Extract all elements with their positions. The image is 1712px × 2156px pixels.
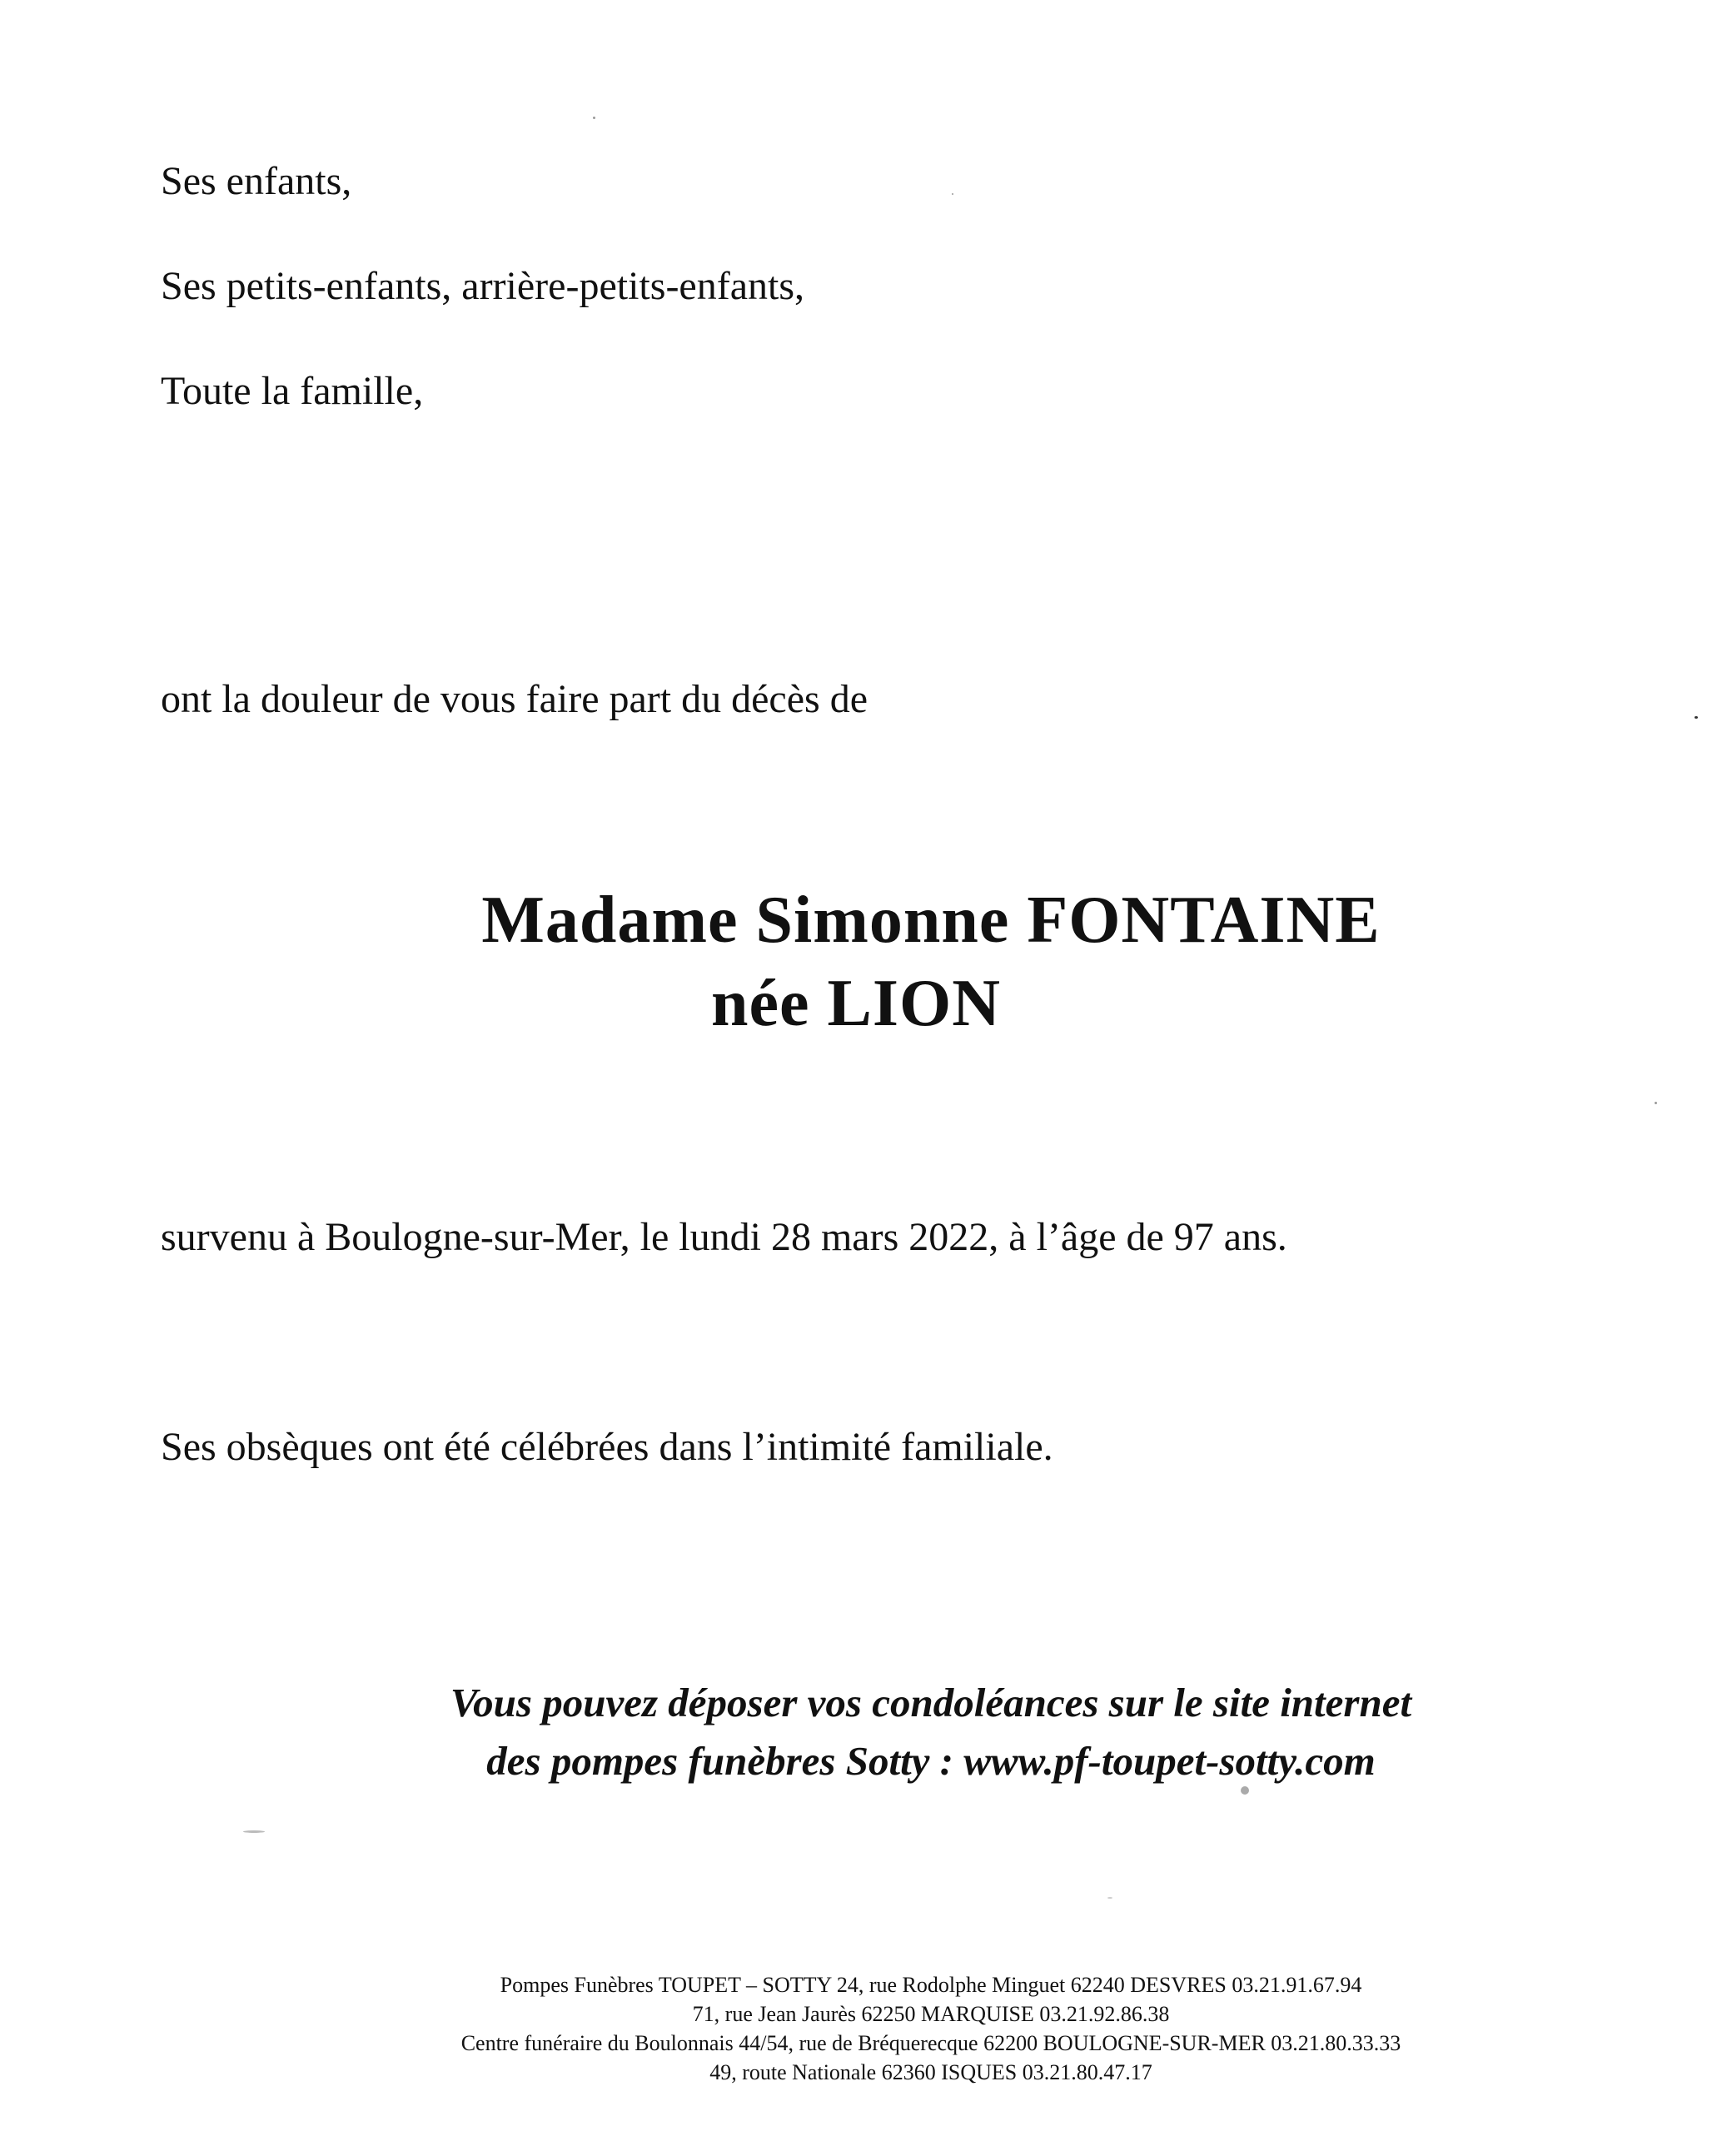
scan-speck: [593, 117, 595, 119]
condolence-line-2: des pompes funèbres Sotty : www.pf-toupet-sotty.com: [486, 1738, 1376, 1784]
footer-line-isques: 49, route Nationale 62360 ISQUES 03.21.80.47.17: [709, 2060, 1152, 2084]
scan-speck: [1241, 1786, 1249, 1795]
scan-speck: [1655, 1102, 1657, 1104]
family-line-grandchildren: Ses petits-enfants, arrière-petits-enfants,: [161, 264, 805, 308]
family-line-whole-family: Toute la famille,: [161, 369, 424, 413]
maiden-name: née LION: [711, 967, 1001, 1040]
scan-speck: [1695, 716, 1698, 719]
funeral-info: Ses obsèques ont été célébrées dans l’intimité familiale.: [161, 1425, 1053, 1469]
scan-speck: [1107, 1897, 1112, 1899]
death-details: survenu à Boulogne-sur-Mer, le lundi 28 mars 2022, à l’âge de 97 ans.: [161, 1215, 1287, 1259]
condolence-message: [0, 1674, 1712, 1790]
deceased-name-block: [0, 879, 1712, 1045]
funeral-home-footer: [0, 1970, 1712, 2087]
deceased-name: Madame Simonne FONTAINE: [481, 884, 1381, 957]
announcement-text: ont la douleur de vous faire part du décès de: [161, 677, 868, 721]
footer-line-marquise: 71, rue Jean Jaurès 62250 MARQUISE 03.21.92.86.38: [692, 2002, 1170, 2026]
scan-speck: [243, 1830, 265, 1833]
family-line-children: Ses enfants,: [161, 159, 352, 203]
footer-line-boulogne: Centre funéraire du Boulonnais 44/54, rue de Bréquerecque 62200 BOULOGNE-SUR-MER 03.21.80.33.33: [460, 2031, 1401, 2055]
condolence-line-1: Vous pouvez déposer vos condoléances sur le site internet: [450, 1680, 1412, 1725]
footer-line-desvres: Pompes Funèbres TOUPET – SOTTY 24, rue Rodolphe Minguet 62240 DESVRES 03.21.91.67.94: [500, 1973, 1362, 1997]
scan-speck: [952, 193, 953, 195]
